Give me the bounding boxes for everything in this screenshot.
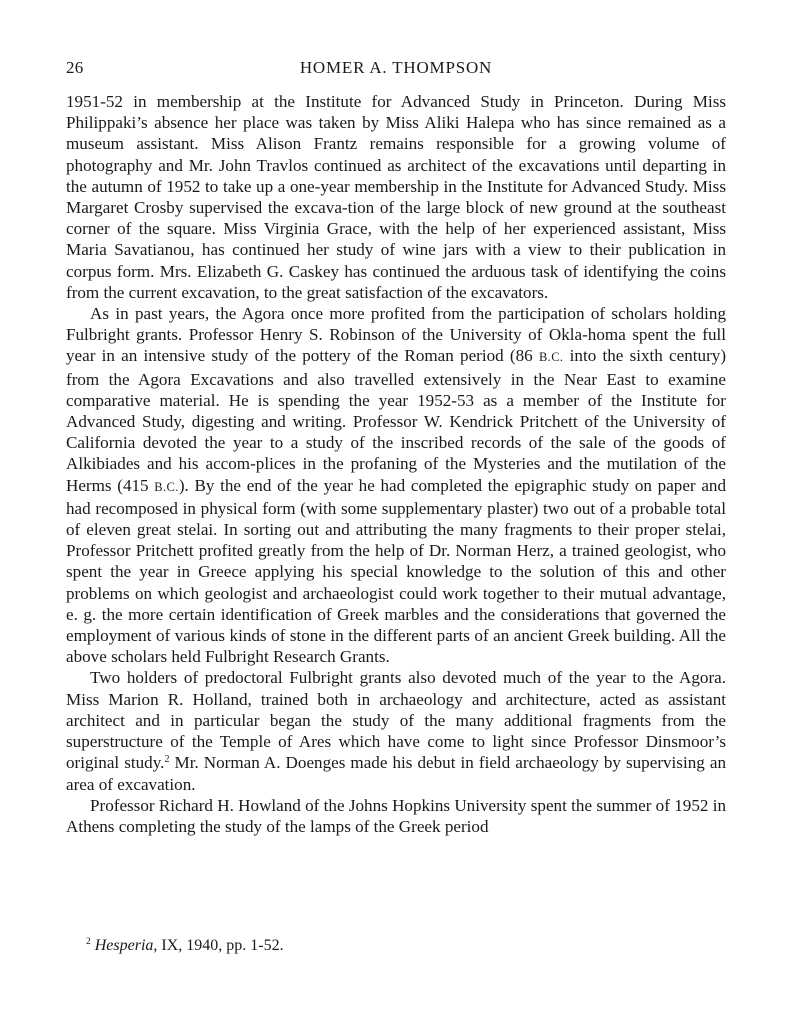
footnote-journal: Hesperia bbox=[94, 937, 154, 954]
paragraph-3-text-a: Two holders of predoctoral Fulbright grants also devoted much of the year to the Agora. Miss Marion R. Holland, trained both in archaeology and architecture, acted as assistant architect and in particular began the study of the many additional fragments from the superstructure of the Temple of Ares which have come to light since Professor Dinsmoor’s original study. bbox=[66, 668, 726, 773]
paragraph-2-text-c: ). By the end of the year he had completed the epigraphic study on paper and had recomposed in physical form (with some supplementary plaster) two out of a probable total of eleven great stelai. In sorting out and attributing the many fragments to their proper stelai, Professor Pritchett profited greatly from the help of Dr. Norman Herz, a trained geologist, who spent the year in Greece applying his special knowledge to the solution of this and other problems on which geologist and archaeologist could work together to their mutual advantage, e. g. the more certain identification of Greek marbles and the considerations that governed the employment of various kinds of stone in the different parts of an ancient Greek building. All the above scholars held Fulbright Research Grants. bbox=[66, 475, 726, 667]
body-text bbox=[66, 91, 726, 837]
paragraph-1-text: 1951-52 in membership at the Institute for Advanced Study in Princeton. During Miss Philippaki’s absence her place was taken by Miss Aliki Halepa who has since remained as a museum assistant. Miss Alison Frantz remains responsible for a growing volume of photography and Mr. John Travlos continued as architect of the excavations until departing in the autumn of 1952 to take up a one-year membership in the Institute for Advanced Study. Miss Margaret Crosby supervised the excava-tion of the large block of new ground at the southeast corner of the square. Miss Virginia Grace, with the help of her experienced assistant, Miss Maria Savatianou, has continued her study of wine jars with a view to their publication in corpus form. Mrs. Elizabeth G. Caskey has continued the arduous task of identifying the coins from the current excavation, to the great satisfaction of the excavators. bbox=[66, 92, 726, 302]
paragraph-2-text-a: As in past years, the Agora once more profited from the participation of scholars holding Fulbright grants. Professor Henry S. Robinson of the University of Okla-homa spent the full year in an intensive study of the pottery of the Roman period (86 bbox=[66, 304, 726, 366]
paragraph-3-text-b: Mr. Norman A. Doenges made his debut in field archaeology by supervising an area of excavation. bbox=[66, 753, 726, 794]
running-head bbox=[66, 58, 726, 82]
author-running-head: HOMER A. THOMPSON bbox=[299, 58, 493, 77]
footnote-marker: 2 bbox=[86, 937, 91, 947]
paragraph-2 bbox=[66, 303, 726, 667]
paragraph-1 bbox=[66, 91, 726, 303]
footnote-reference[interactable]: 2 bbox=[164, 754, 170, 766]
page-number: 26 bbox=[66, 58, 84, 77]
paragraph-4-text: Professor Richard H. Howland of the Johns Hopkins University spent the summer of 1952 in Athens completing the study of the lamps of the Greek period bbox=[66, 795, 726, 836]
era-abbreviation: B.C. bbox=[154, 479, 179, 494]
era-abbreviation: B.C. bbox=[538, 350, 564, 365]
footnote-details: , IX, 1940, pp. 1-52. bbox=[153, 937, 284, 954]
paragraph-2-text-b: into the sixth century) from the Agora Excavations and also travelled extensively in the Near East to examine comparative material. He is spending the year 1952-53 as a member of the Institute for Advanced Study, digesting and writing. Professor W. Kendrick Pritchett of the University of California devoted the year to a study of the inscribed records of the sale of the goods of Alkibiades and his accom-plices in the profaning of the Mysteries and the mutilation of the Herms (415 bbox=[66, 346, 727, 495]
paragraph-4 bbox=[66, 795, 726, 837]
paragraph-3 bbox=[66, 667, 726, 794]
footnote bbox=[86, 936, 726, 956]
